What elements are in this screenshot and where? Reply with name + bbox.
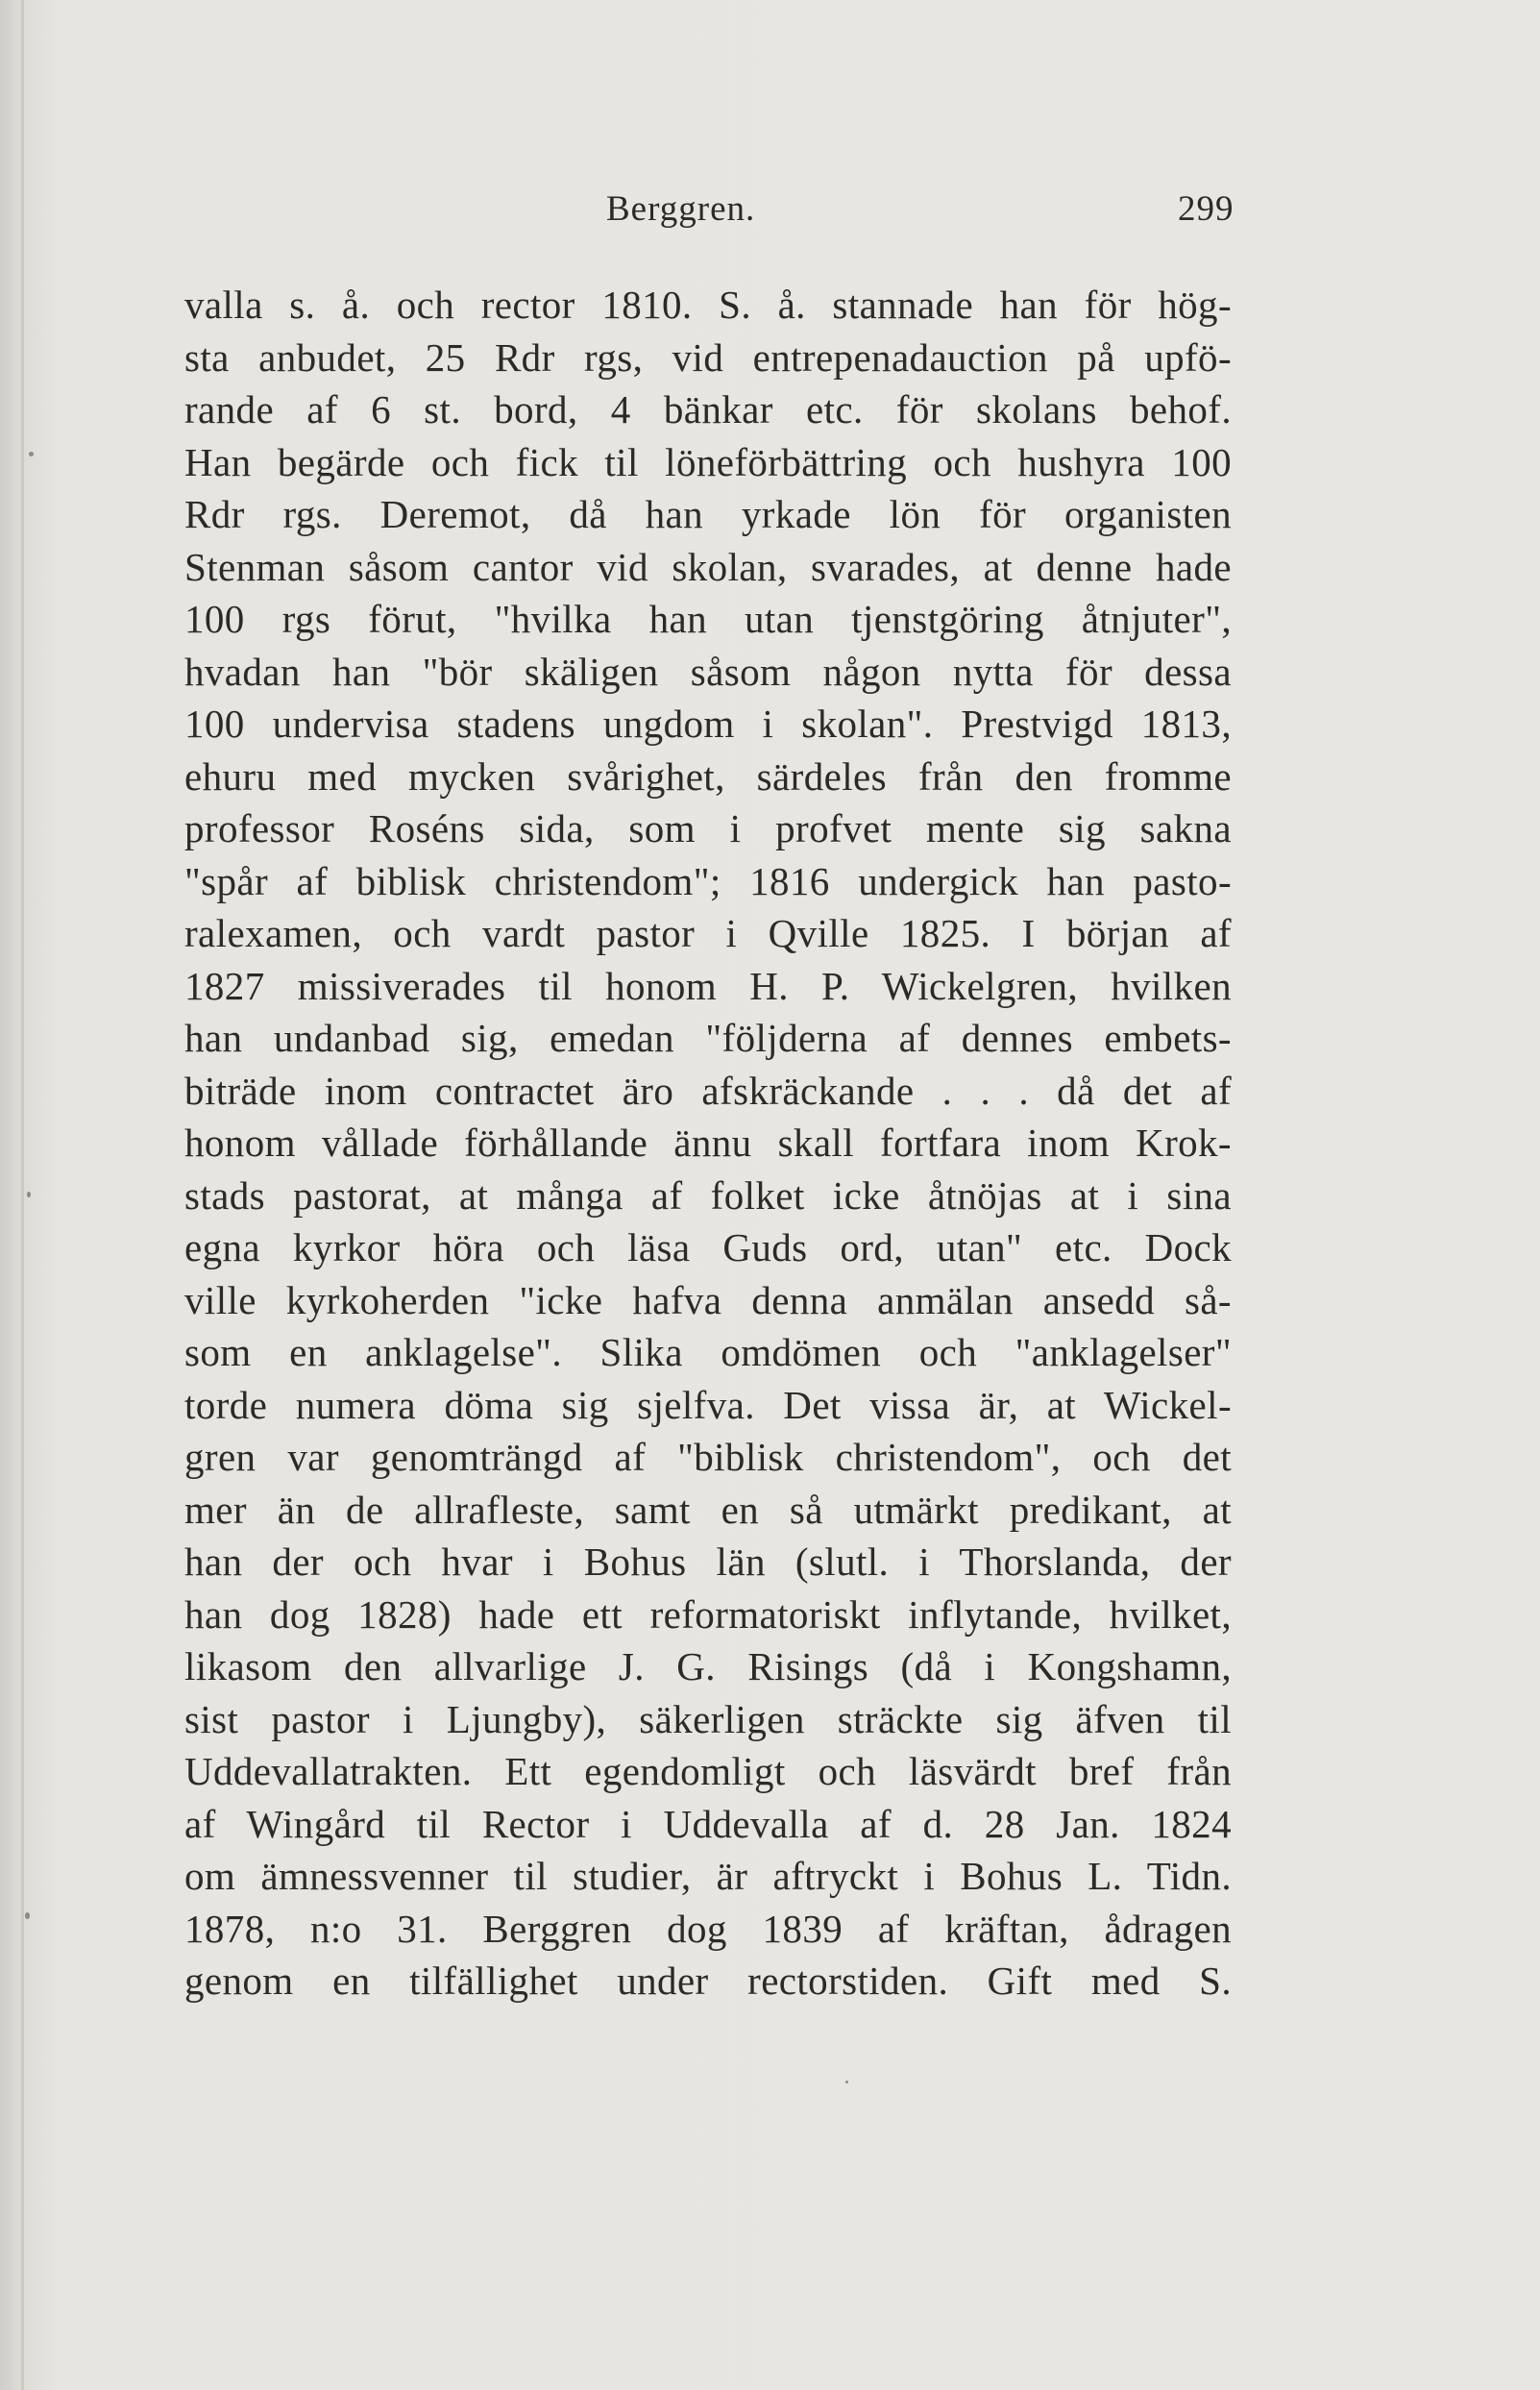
text-line: han undanbad sig, emedan "följderna af dennes embets- bbox=[184, 1016, 1232, 1060]
text-line: honom vållade förhållande ännu skall fortfara inom Krok- bbox=[184, 1121, 1232, 1165]
text-line: likasom den allvarlige J. G. Risings (då i Kongshamn, bbox=[184, 1644, 1232, 1688]
text-line: 100 undervisa stadens ungdom i skolan". Prestvigd 1813, bbox=[184, 702, 1232, 746]
page-header bbox=[0, 181, 1540, 238]
text-line: "spår af biblisk christendom"; 1816 undergick han pasto- bbox=[184, 858, 1232, 903]
text-line: 100 rgs förut, "hvilka han utan tjenstgöring åtnjuter", bbox=[184, 597, 1232, 641]
text-line: sist pastor i Ljungby), säkerligen sträckte sig äfven til bbox=[184, 1696, 1232, 1741]
running-head: Berggren. bbox=[606, 189, 756, 229]
text-line: mer än de allrafleste, samt en så utmärkt predikant, at bbox=[184, 1487, 1232, 1532]
text-line: han dog 1828) hade ett reformatoriskt inflytande, hvilket, bbox=[184, 1591, 1232, 1637]
paper-speck bbox=[845, 2081, 848, 2083]
text-line: professor Roséns sida, som i profvet mente sig sakna bbox=[184, 806, 1232, 850]
text-line: sta anbudet, 25 Rdr rgs, vid entrepenadauction på upfö- bbox=[184, 334, 1232, 380]
text-line: ralexamen, och vardt pastor i Qville 1825. I början af bbox=[184, 911, 1232, 955]
text-line: stads pastorat, at många af folket icke åtnöjas at i sina bbox=[184, 1172, 1232, 1218]
text-line: som en anklagelse". Slika omdömen och "anklagelser" bbox=[184, 1330, 1232, 1374]
paper-speck bbox=[29, 452, 34, 456]
paper-speck bbox=[27, 1192, 31, 1197]
text-line: biträde inom contractet äro afskräckande . . . då det af bbox=[184, 1068, 1232, 1113]
text-line: Uddevallatrakten. Ett egendomligt och läsvärdt bref från bbox=[184, 1749, 1232, 1793]
text-line: genom en tilfällighet under rectorstiden. Gift med S. bbox=[184, 1959, 1232, 2003]
binding-gutter bbox=[21, 0, 24, 2390]
text-line: 1878, n:o 31. Berggren dog 1839 af kräftan, ådragen bbox=[184, 1906, 1232, 1951]
text-line: hvadan han "bör skäligen såsom någon nytta för dessa bbox=[184, 649, 1232, 694]
text-line: gren var genomträngd af "biblisk christendom", och det bbox=[184, 1435, 1232, 1479]
text-line: om ämnessvenner til studier, är aftryckt i Bohus L. Tidn. bbox=[184, 1854, 1232, 1898]
text-line: Stenman såsom cantor vid skolan, svarades, at denne hade bbox=[184, 544, 1232, 589]
text-line: ville kyrkoherden "icke hafva denna anmälan ansedd så- bbox=[184, 1277, 1232, 1322]
text-line: Han begärde och fick til löneförbättring och hushyra 100 bbox=[184, 439, 1232, 484]
text-line: Rdr rgs. Deremot, då han yrkade lön för organisten bbox=[184, 492, 1232, 536]
paper-speck bbox=[25, 1912, 30, 1919]
page-number: 299 bbox=[1178, 189, 1234, 229]
text-line: af Wingård til Rector i Uddevalla af d. 28 Jan. 1824 bbox=[184, 1801, 1232, 1846]
body-text bbox=[184, 279, 1232, 2008]
text-line: 1827 missiverades til honom H. P. Wickelgren, hvilken bbox=[184, 963, 1232, 1008]
text-line: han der och hvar i Bohus län (slutl. i Thorslanda, der bbox=[184, 1540, 1232, 1584]
text-line: valla s. å. och rector 1810. S. å. stannade han för hög- bbox=[184, 283, 1232, 327]
text-line: egna kyrkor höra och läsa Guds ord, utan" etc. Dock bbox=[184, 1225, 1232, 1269]
text-line: ehuru med mycken svårighet, särdeles från den fromme bbox=[184, 753, 1232, 799]
text-line: rande af 6 st. bord, 4 bänkar etc. för skolans behof. bbox=[184, 387, 1232, 431]
text-line: torde numera döma sig sjelfva. Det vissa är, at Wickel- bbox=[184, 1382, 1232, 1427]
